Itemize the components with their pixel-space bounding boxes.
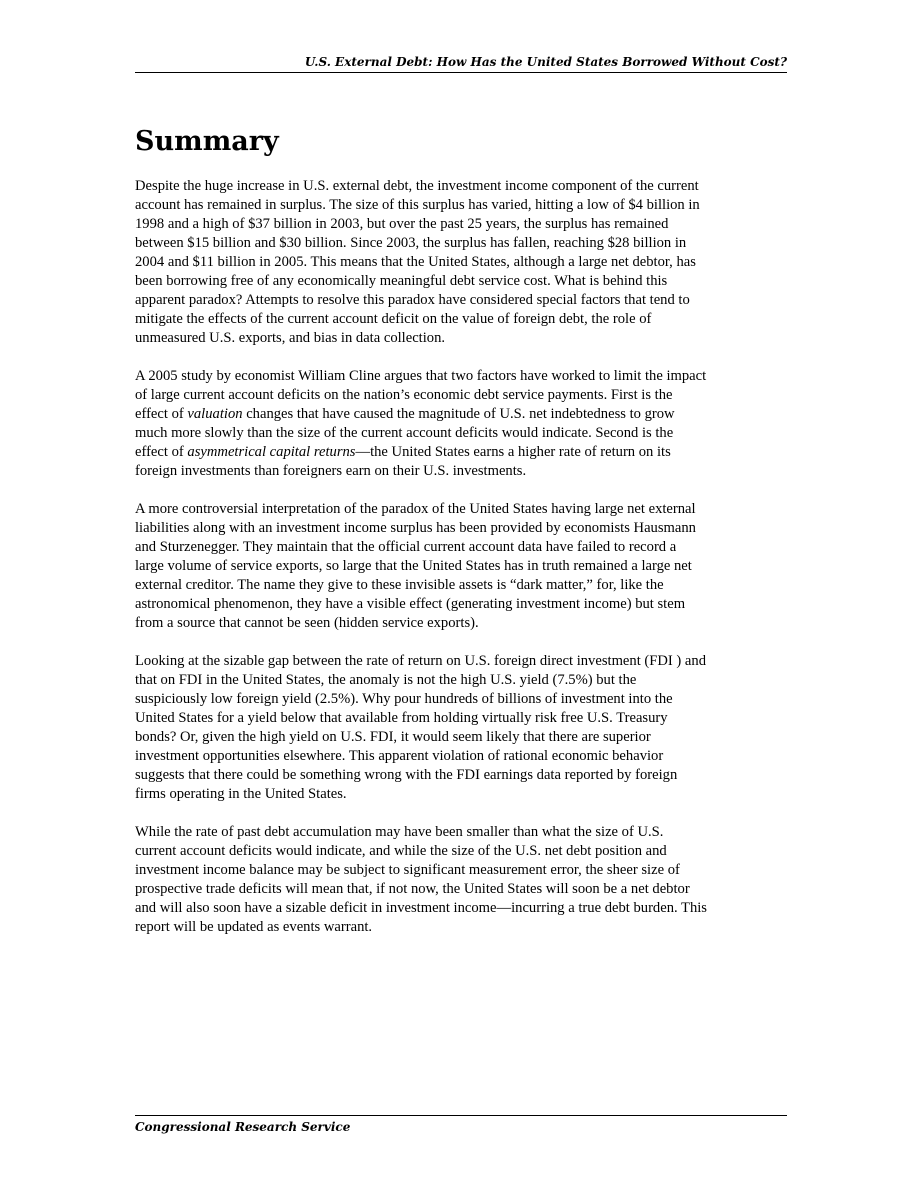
paragraph-line: external creditor. The name they give to these invisible assets is “dark matter,” for, like the	[135, 577, 664, 593]
emphasized-term: asymmetrical capital returns	[187, 444, 356, 460]
paragraph-line: current account deficits would indicate, and while the size of the U.S. net debt position and	[135, 843, 667, 859]
emphasized-term: valuation	[187, 406, 243, 422]
page-title: Summary	[135, 126, 279, 157]
summary-body	[135, 177, 787, 956]
summary-paragraph	[135, 367, 787, 481]
paragraph-line: and Sturzenegger. They maintain that the official current account data have failed to record a	[135, 539, 677, 555]
paragraph-line: investment income balance may be subject to significant measurement error, the sheer size of	[135, 862, 680, 878]
paragraph-line: A more controversial interpretation of the paradox of the United States having large net external	[135, 501, 696, 517]
paragraph-line: bonds? Or, given the high yield on U.S. FDI, it would seem likely that there are superior	[135, 729, 651, 745]
paragraph-line: suggests that there could be something wrong with the FDI earnings data reported by foreign	[135, 767, 678, 783]
paragraph-line: that on FDI in the United States, the anomaly is not the high U.S. yield (7.5%) but the	[135, 672, 637, 688]
summary-paragraph	[135, 652, 787, 804]
paragraph-line: of large current account deficits on the nation’s economic debt service payments. First is the	[135, 387, 673, 403]
paragraph-line: mitigate the effects of the current account deficit on the value of foreign debt, the role of	[135, 311, 652, 327]
paragraph-line: astronomical phenomenon, they have a visible effect (generating investment income) but stem	[135, 596, 686, 612]
paragraph-line: suspiciously low foreign yield (2.5%). Why pour hundreds of billions of investment into the	[135, 691, 673, 707]
line-segment: changes that have caused the magnitude of U.S. net indebtedness to grow	[242, 406, 675, 422]
paragraph-line: from a source that cannot be seen (hidden service exports).	[135, 615, 479, 631]
paragraph-line: While the rate of past debt accumulation may have been smaller than what the size of U.S.	[135, 824, 664, 840]
line-segment: —the United States earns a higher rate of return on its	[355, 444, 671, 460]
paragraph-line: firms operating in the United States.	[135, 786, 347, 802]
footer-organization: Congressional Research Service	[135, 1120, 351, 1134]
line-segment: effect of	[135, 406, 188, 422]
header-divider	[135, 72, 787, 73]
paragraph-line: investment opportunities elsewhere. This apparent violation of rational economic behavior	[135, 748, 664, 764]
footer-divider	[135, 1115, 787, 1116]
paragraph-line: much more slowly than the size of the current account deficits would indicate. Second is the	[135, 425, 674, 441]
paragraph-line: account has remained in surplus. The size of this surplus has varied, hitting a low of $4 billion in	[135, 197, 700, 213]
paragraph-line: Looking at the sizable gap between the rate of return on U.S. foreign direct investment (FDI ) and	[135, 653, 707, 669]
paragraph-line: large volume of service exports, so large that the United States has in truth remained a large net	[135, 558, 692, 574]
paragraph-line: been borrowing free of any economically meaningful debt service cost. What is behind this	[135, 273, 668, 289]
paragraph-line: foreign investments than foreigners earn on their U.S. investments.	[135, 463, 527, 479]
paragraph-line: A 2005 study by economist William Cline argues that two factors have worked to limit the impact	[135, 368, 707, 384]
line-segment: effect of	[135, 444, 188, 460]
paragraph-line: unmeasured U.S. exports, and bias in data collection.	[135, 330, 446, 346]
paragraph-line: Despite the huge increase in U.S. external debt, the investment income component of the current	[135, 178, 699, 194]
paragraph-line	[135, 405, 787, 424]
paragraph-line: United States for a yield below that available from holding virtually risk free U.S. Treasury	[135, 710, 668, 726]
summary-paragraph	[135, 177, 787, 348]
summary-paragraph	[135, 823, 787, 937]
paragraph-line: and will also soon have a sizable deficit in investment income—incurring a true debt burden. This	[135, 900, 707, 916]
paragraph-line: between $15 billion and $30 billion. Since 2003, the surplus has fallen, reaching $28 billion in	[135, 235, 687, 251]
paragraph-line: 2004 and $11 billion in 2005. This means that the United States, although a large net debtor, has	[135, 254, 696, 270]
running-header: U.S. External Debt: How Has the United States Borrowed Without Cost?	[304, 55, 787, 69]
paragraph-line: prospective trade deficits will mean that, if not now, the United States will soon be a net debtor	[135, 881, 690, 897]
paragraph-line: liabilities along with an investment income surplus has been provided by economists Hausmann	[135, 520, 696, 536]
paragraph-line: 1998 and a high of $37 billion in 2003, but over the past 25 years, the surplus has remained	[135, 216, 669, 232]
paragraph-line: apparent paradox? Attempts to resolve this paradox have considered special factors that tend to	[135, 292, 690, 308]
paragraph-line	[135, 443, 787, 462]
summary-paragraph	[135, 500, 787, 633]
paragraph-line: report will be updated as events warrant.	[135, 919, 373, 935]
